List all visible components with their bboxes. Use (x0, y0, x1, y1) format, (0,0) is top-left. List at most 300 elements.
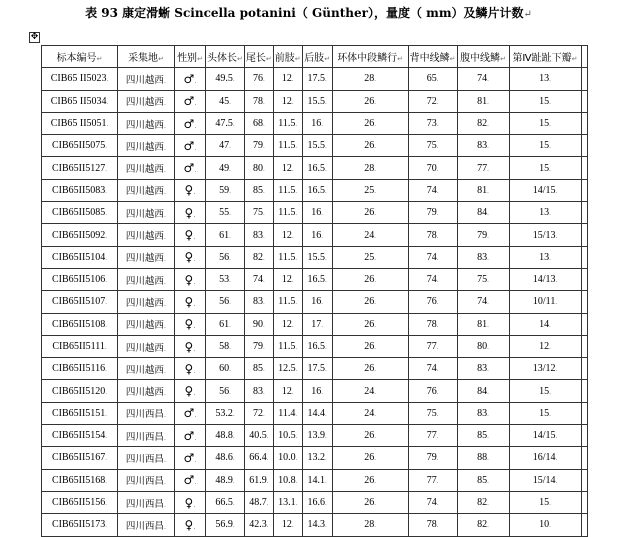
column-header-label: 第Ⅳ趾趾下瓣 (512, 53, 572, 65)
cell-value: CIB65II5173 (51, 519, 106, 531)
table-row (42, 291, 588, 313)
cell-mark-icon: . (193, 299, 196, 308)
table-cell (244, 268, 273, 290)
cell-mark-icon: . (291, 75, 294, 84)
cell-mark-icon: . (163, 76, 167, 85)
cell-mark-icon: . (487, 320, 489, 329)
cell-mark-icon: . (105, 521, 108, 530)
cell-mark-icon: . (163, 411, 167, 420)
table-cell (457, 402, 509, 424)
table-cell (509, 447, 581, 469)
table-cell (118, 514, 175, 536)
cell-mark-icon: . (105, 476, 108, 485)
cell-mark-icon: . (163, 522, 167, 531)
table-cell (509, 358, 581, 380)
table-row (42, 402, 588, 424)
cell-mark-icon: . (163, 322, 167, 331)
table-cell (175, 202, 206, 224)
cell-mark-icon: . (436, 521, 439, 530)
table-row (42, 202, 588, 224)
table-cell (206, 135, 245, 157)
table-cell (244, 90, 273, 112)
row-end-cell (581, 157, 587, 179)
cell-mark-icon: . (104, 343, 107, 351)
cell-value: 24 (364, 407, 375, 419)
cell-value: 26 (364, 95, 375, 107)
cell-value: 26 (364, 207, 375, 219)
table-cell (332, 202, 408, 224)
table-cell (206, 202, 245, 224)
cell-value: 48.7 (249, 497, 267, 509)
table-cell (273, 268, 302, 290)
table-cell (273, 224, 302, 246)
cell-mark-icon: . (295, 499, 298, 508)
cell-mark-icon: . (262, 298, 265, 307)
table-cell (273, 358, 302, 380)
table-cell (302, 469, 332, 491)
cell-value: 14/15 (532, 184, 556, 196)
cell-mark-icon: . (262, 186, 265, 195)
cell-value: 76 (252, 73, 263, 85)
cell-mark-icon: . (163, 366, 167, 375)
table-cell (42, 246, 118, 268)
cell-value: 13 (539, 73, 550, 85)
cell-value: 85 (477, 430, 488, 442)
column-header-label: 环体中段鳞行 (337, 53, 398, 65)
cell-value: CIB65II5127 (51, 162, 106, 174)
table-cell (509, 491, 581, 513)
cell-mark-icon: . (549, 209, 551, 218)
table-cell (408, 514, 457, 536)
cell-mark-icon: . (295, 343, 298, 351)
sex-symbol-icon: ♂ (183, 94, 195, 109)
cell-value: 15 (539, 95, 550, 107)
table-cell (244, 291, 273, 313)
cell-value: 83 (477, 251, 488, 263)
table-cell (206, 380, 245, 402)
table-cell (302, 313, 332, 335)
cell-value: 四川越西 (125, 164, 164, 176)
data-table (41, 45, 588, 537)
table-cell (118, 224, 175, 246)
cell-mark-icon: . (436, 409, 439, 418)
table-cell (332, 380, 408, 402)
cell-mark-icon: . (193, 233, 196, 242)
cell-value: 12 (281, 519, 292, 531)
table-cell (118, 358, 175, 380)
table-cell (408, 447, 457, 469)
table-cell (206, 157, 245, 179)
cell-value: 45 (219, 95, 230, 107)
cell-value: 47.5 (215, 118, 233, 130)
cell-value: 74 (477, 73, 488, 85)
column-header (509, 46, 581, 68)
column-header-label: 尾长 (245, 53, 266, 65)
cell-mark-icon: . (555, 454, 558, 463)
table-cell (244, 112, 273, 134)
cell-value: 16 (311, 296, 322, 308)
table-row (42, 447, 588, 469)
cell-mark-icon: . (436, 276, 439, 285)
cell-mark-icon: . (321, 209, 323, 218)
cell-value: 四川越西 (125, 320, 164, 332)
cell-value: 68 (252, 118, 263, 130)
cell-mark-icon: . (487, 343, 489, 351)
cell-mark-icon: . (232, 432, 235, 441)
cell-mark-icon: . (321, 120, 323, 129)
cell-value: 75 (477, 274, 488, 286)
table-cell (509, 157, 581, 179)
table-cell (118, 246, 175, 268)
cell-mark-icon: . (266, 454, 269, 463)
table-cell (42, 358, 118, 380)
cell-value: 60 (219, 363, 230, 375)
table-cell (175, 246, 206, 268)
cell-value: 四川越西 (125, 186, 164, 198)
cell-mark-icon: . (229, 276, 231, 285)
cell-mark-icon: . (487, 142, 489, 151)
cell-mark-icon: . (262, 231, 265, 240)
table-cell (302, 246, 332, 268)
cell-value: 12 (281, 73, 292, 85)
table-row (42, 514, 588, 536)
cell-mark-icon: . (262, 75, 265, 84)
table-cell (244, 313, 273, 335)
table-cell (302, 268, 332, 290)
cell-mark-icon: . (229, 253, 231, 262)
table-cell (302, 202, 332, 224)
cell-value: 84 (477, 385, 488, 397)
cell-mark-icon: . (105, 231, 108, 240)
cell-mark-icon: . (194, 478, 197, 487)
cell-value: 58 (219, 341, 230, 352)
table-cell (206, 402, 245, 424)
cell-mark-icon: . (436, 209, 439, 218)
table-row (42, 313, 588, 335)
cell-mark-icon: . (555, 365, 558, 374)
cell-mark-icon: . (229, 209, 231, 218)
cell-mark-icon: . (163, 455, 167, 464)
column-header (302, 46, 332, 68)
table-cell (408, 224, 457, 246)
cell-value: 85 (477, 474, 488, 486)
cell-mark-icon: . (325, 454, 327, 463)
table-move-handle-icon[interactable]: ✥ (30, 32, 39, 42)
cell-value: 16/14 (532, 452, 556, 464)
table-cell (244, 246, 273, 268)
cell-mark-icon: . (105, 164, 108, 173)
cell-mark-icon: . (549, 142, 551, 151)
cell-value: 16 (311, 207, 322, 219)
cell-value: 79 (252, 341, 263, 352)
cell-mark-icon: . (105, 142, 108, 151)
cell-mark-icon: . (105, 276, 108, 285)
cell-value: 四川越西 (125, 387, 164, 399)
sex-symbol-icon: ♀ (184, 339, 194, 354)
cell-value: 10 (539, 519, 550, 531)
table-cell (273, 313, 302, 335)
cell-mark-icon: . (374, 432, 376, 441)
cell-mark-icon: . (555, 276, 558, 285)
cell-value: 11.4 (278, 407, 296, 419)
cell-mark-icon: . (193, 344, 196, 353)
cell-mark-icon: . (436, 454, 439, 463)
table-cell (408, 358, 457, 380)
cell-mark-icon: . (229, 365, 231, 374)
table-cell (408, 380, 457, 402)
cell-mark-icon: . (374, 120, 376, 129)
cell-value: CIB65II5120 (51, 385, 106, 397)
cell-mark-icon: . (194, 76, 197, 85)
cell-mark-icon: . (436, 120, 439, 129)
table-cell (273, 202, 302, 224)
cell-value: 77 (426, 474, 437, 486)
cell-value: 四川越西 (125, 275, 164, 287)
table-cell (302, 90, 332, 112)
cell-mark-icon: . (295, 186, 298, 195)
cell-value: 12 (539, 341, 550, 352)
cell-mark-icon: . (163, 344, 167, 353)
table-cell (457, 425, 509, 447)
cell-value: 85 (252, 363, 263, 375)
cell-mark-icon: . (321, 387, 323, 396)
cell-mark-icon: ↵ (397, 55, 404, 64)
cell-mark-icon: . (436, 186, 439, 195)
row-end-cell (581, 90, 587, 112)
table-cell (408, 469, 457, 491)
cell-mark-icon: . (163, 121, 167, 130)
cell-value: 四川越西 (125, 208, 164, 220)
table-cell (175, 224, 206, 246)
cell-mark-icon: . (549, 387, 551, 396)
table-cell (175, 425, 206, 447)
cell-mark-icon: . (321, 320, 323, 329)
table-cell (302, 447, 332, 469)
table-cell (244, 358, 273, 380)
table-cell (42, 380, 118, 402)
cell-value: 15 (539, 497, 550, 509)
row-end-cell (581, 112, 587, 134)
cell-value: 90 (252, 318, 263, 330)
cell-value: 12 (281, 162, 292, 174)
table-cell (302, 425, 332, 447)
table-cell (302, 224, 332, 246)
table-row (42, 491, 588, 513)
table-row (42, 90, 588, 112)
table-cell (457, 202, 509, 224)
table-cell (244, 202, 273, 224)
table-cell (175, 68, 206, 90)
cell-value: 56 (219, 385, 230, 397)
cell-mark-icon: . (374, 387, 376, 396)
row-end-cell (581, 469, 587, 491)
table-cell (302, 380, 332, 402)
column-header-label: 头体长 (207, 53, 237, 65)
column-header (42, 46, 118, 68)
table-cell (332, 469, 408, 491)
table-cell (273, 380, 302, 402)
table-cell (118, 202, 175, 224)
cell-value: 79 (426, 207, 437, 219)
cell-mark-icon: . (229, 320, 231, 329)
cell-mark-icon: . (325, 142, 327, 151)
column-header-label: 性别 (177, 53, 198, 65)
cell-value: 12 (281, 229, 292, 241)
cell-value: 14.4 (307, 407, 325, 419)
cell-mark-icon: . (193, 255, 196, 264)
cell-mark-icon: . (487, 75, 489, 84)
sex-symbol-icon: ♀ (184, 228, 194, 243)
table-cell (457, 447, 509, 469)
cell-mark-icon: . (106, 97, 109, 106)
cell-mark-icon: . (325, 186, 327, 195)
cell-mark-icon: . (106, 75, 109, 84)
cell-mark-icon: . (105, 186, 108, 195)
cell-mark-icon: . (325, 343, 327, 351)
cell-value: 74 (426, 497, 437, 509)
table-cell (302, 514, 332, 536)
table-cell (175, 335, 206, 357)
table-cell (509, 246, 581, 268)
cell-mark-icon: ↵ (571, 55, 578, 64)
cell-mark-icon: . (487, 432, 489, 441)
cell-mark-icon: . (194, 121, 197, 130)
cell-value: 26 (364, 140, 375, 152)
cell-value: 11.5 (278, 341, 296, 352)
table-cell (332, 157, 408, 179)
cell-mark-icon: . (321, 231, 323, 240)
sex-symbol-icon: ♀ (184, 361, 194, 376)
cell-mark-icon: . (555, 476, 558, 485)
table-cell (244, 469, 273, 491)
cell-value: 73 (426, 118, 437, 130)
row-end-cell (581, 246, 587, 268)
cell-value: CIB65II5168 (51, 474, 106, 486)
table-cell (175, 402, 206, 424)
table-row (42, 68, 588, 90)
table-cell (175, 112, 206, 134)
table-cell (408, 491, 457, 513)
table-cell (42, 447, 118, 469)
table-cell (175, 380, 206, 402)
cell-mark-icon: . (105, 253, 108, 262)
cell-mark-icon: . (436, 97, 439, 106)
cell-value: 82 (252, 251, 263, 263)
cell-value: 76 (426, 296, 437, 308)
cell-mark-icon: . (229, 186, 231, 195)
table-cell (42, 268, 118, 290)
cell-mark-icon: . (487, 186, 489, 195)
table-cell (206, 469, 245, 491)
cell-value: 17.5 (307, 73, 325, 85)
cell-value: 16 (311, 229, 322, 241)
cell-mark-icon: . (325, 276, 327, 285)
sex-symbol-icon: ♀ (184, 495, 194, 510)
column-header (408, 46, 457, 68)
cell-value: 84 (477, 207, 488, 219)
paragraph-mark-icon: ↵ (523, 9, 532, 20)
cell-value: 11.5 (278, 251, 296, 263)
cell-value: 26 (364, 274, 375, 286)
cell-mark-icon: . (555, 186, 558, 195)
cell-mark-icon: . (163, 233, 167, 242)
cell-mark-icon: . (262, 409, 265, 418)
cell-mark-icon: . (436, 320, 439, 329)
row-end-cell (581, 313, 587, 335)
table-cell (273, 291, 302, 313)
cell-mark-icon: . (194, 166, 197, 175)
table-cell (42, 179, 118, 201)
cell-value: 76 (426, 385, 437, 397)
table-cell (408, 313, 457, 335)
cell-value: 12.5 (278, 363, 296, 375)
table-cell (408, 202, 457, 224)
cell-mark-icon: . (105, 298, 108, 307)
table-cell (244, 491, 273, 513)
table-row (42, 179, 588, 201)
cell-value: 15/14 (532, 474, 556, 486)
cell-value: 四川西昌 (125, 498, 164, 510)
table-cell (332, 425, 408, 447)
cell-value: 11.5 (278, 296, 296, 308)
row-end-cell (581, 179, 587, 201)
table-cell (509, 268, 581, 290)
table-cell (332, 335, 408, 357)
column-header-label: 腹中线鳞 (460, 53, 501, 65)
cell-mark-icon: . (262, 253, 265, 262)
table-cell (332, 224, 408, 246)
table-cell (273, 402, 302, 424)
cell-mark-icon: . (295, 253, 298, 262)
cell-value: 10.5 (278, 430, 296, 442)
table-title-text: 表 93 康定滑蜥 Scincella potanini（ Günther），量度（ mm）及鳞片计数 (85, 6, 524, 20)
cell-value: 66.4 (249, 452, 267, 464)
table-row (42, 358, 588, 380)
table-cell (118, 291, 175, 313)
cell-mark-icon: . (436, 164, 439, 173)
cell-mark-icon: . (105, 454, 108, 463)
cell-mark-icon: . (291, 97, 294, 106)
sex-symbol-icon: ♂ (183, 450, 195, 465)
cell-mark-icon: . (555, 231, 558, 240)
cell-mark-icon: . (262, 387, 265, 396)
sex-symbol-icon: ♂ (183, 406, 195, 421)
sex-symbol-icon: ♀ (184, 250, 194, 265)
table-cell (206, 112, 245, 134)
cell-value: 83 (477, 407, 488, 419)
table-cell (408, 179, 457, 201)
cell-value: 12 (281, 318, 292, 330)
cell-mark-icon: . (163, 255, 167, 264)
table-cell (118, 313, 175, 335)
cell-value: 13/12 (532, 363, 556, 375)
table-cell (457, 358, 509, 380)
cell-value: CIB65II5156 (51, 497, 106, 509)
table-cell (175, 447, 206, 469)
table-cell (408, 268, 457, 290)
cell-value: 65 (426, 73, 437, 85)
cell-mark-icon: . (105, 432, 108, 441)
row-end-cell (581, 202, 587, 224)
table-cell (244, 157, 273, 179)
table-cell (457, 268, 509, 290)
cell-value: 16 (311, 118, 322, 130)
cell-value: 10.8 (278, 474, 296, 486)
cell-mark-icon: . (487, 253, 489, 262)
cell-value: 81 (477, 184, 488, 196)
sex-symbol-icon: ♂ (183, 138, 195, 153)
table-cell (302, 68, 332, 90)
